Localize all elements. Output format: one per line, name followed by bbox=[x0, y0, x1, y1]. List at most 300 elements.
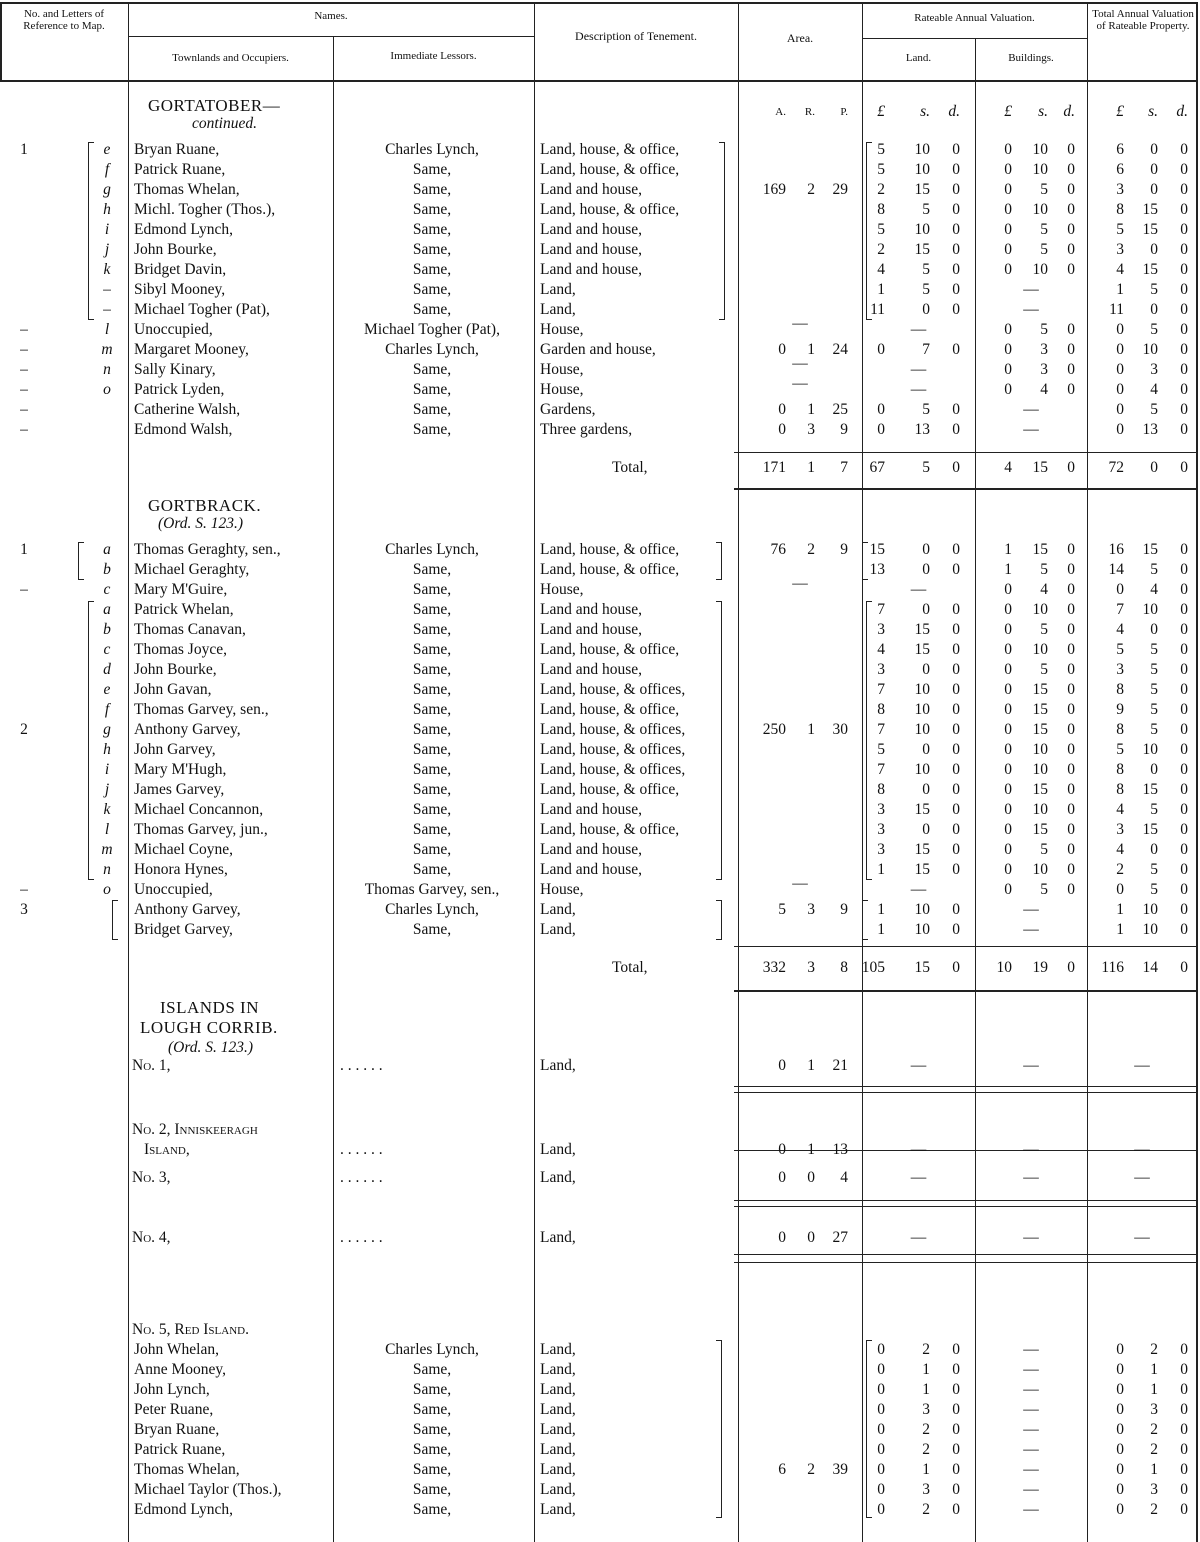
tenement-description: Land, house, & office, bbox=[540, 701, 680, 718]
lessor-name: Same, bbox=[412, 401, 452, 418]
tot-value: 4 bbox=[1116, 801, 1124, 818]
bld-value: 0 bbox=[1067, 381, 1075, 398]
land-value: 0 bbox=[952, 1441, 960, 1458]
tot-value: 15 bbox=[1142, 261, 1158, 278]
bld-value: 0 bbox=[1004, 241, 1012, 258]
land-value: 2 bbox=[877, 241, 885, 258]
bld-value: 0 bbox=[1004, 581, 1012, 598]
land-value: 1 bbox=[877, 281, 885, 298]
land-value: 0 bbox=[952, 721, 960, 738]
occupier-name: Edmond Lynch, bbox=[134, 1501, 234, 1518]
map-letter: l bbox=[104, 821, 110, 838]
land-value: 5 bbox=[922, 201, 930, 218]
section-title: GORTBRACK. bbox=[148, 496, 262, 515]
occupier-name: Thomas Garvey, sen., bbox=[134, 701, 269, 718]
map-letter: l bbox=[104, 321, 110, 338]
land-value: 0 bbox=[952, 301, 960, 318]
top-rule bbox=[0, 2, 1198, 4]
lessor-name: Michael Togher (Pat), bbox=[364, 321, 500, 338]
tot-value: 3 bbox=[1116, 661, 1124, 678]
section-subtitle: continued. bbox=[192, 115, 257, 132]
header-total: Total Annual Valuation of Rateable Property. bbox=[1092, 8, 1194, 32]
tenement-description: Land, house, & offices, bbox=[540, 761, 686, 778]
land-value: 15 bbox=[914, 641, 930, 658]
tot-value: 0 bbox=[1150, 761, 1158, 778]
area-dash: — bbox=[792, 575, 808, 592]
land-dash: — bbox=[910, 1229, 927, 1246]
tot-value: 1 bbox=[1150, 1381, 1158, 1398]
land-value: 8 bbox=[877, 201, 885, 218]
tenement-description: Three gardens, bbox=[540, 421, 633, 438]
tot-value: 0 bbox=[1180, 921, 1188, 938]
map-letter: b bbox=[103, 561, 111, 578]
area-value: 76 bbox=[770, 541, 786, 558]
bld-value: 0 bbox=[1067, 841, 1075, 858]
tot-value: 0 bbox=[1116, 1421, 1124, 1438]
header-rule bbox=[0, 80, 1198, 82]
tenement-description: Land, bbox=[540, 901, 576, 918]
lessor-name: Same, bbox=[412, 681, 452, 698]
bld-dash: — bbox=[1023, 301, 1039, 318]
map-letter: f bbox=[104, 701, 110, 718]
tot-value: 0 bbox=[1116, 421, 1124, 438]
tenement-description: Land, house, & office, bbox=[540, 541, 680, 558]
bld-dash: — bbox=[1023, 1057, 1039, 1074]
leader-dots: . . . . . . bbox=[340, 1169, 383, 1186]
occupier-name: Bridget Garvey, bbox=[134, 921, 233, 938]
land-value: 0 bbox=[952, 401, 960, 418]
land-value: 4 bbox=[877, 261, 885, 278]
bld-value: 0 bbox=[1067, 201, 1075, 218]
occupier-name: Anthony Garvey, bbox=[134, 901, 241, 918]
area-value: 1 bbox=[807, 1141, 815, 1158]
tot-value: 13 bbox=[1142, 421, 1158, 438]
tot-value: 5 bbox=[1150, 681, 1158, 698]
map-letter: h bbox=[103, 741, 111, 758]
land-value: 7 bbox=[877, 761, 885, 778]
land-value: 0 bbox=[952, 959, 960, 976]
tot-value: 0 bbox=[1180, 261, 1188, 278]
tot-value: 0 bbox=[1180, 841, 1188, 858]
land-value: 0 bbox=[952, 901, 960, 918]
tot-value: 1 bbox=[1150, 1361, 1158, 1378]
map-letter: i bbox=[104, 221, 110, 238]
map-letter: n bbox=[103, 361, 111, 378]
land-value: 0 bbox=[952, 1361, 960, 1378]
area-value: 7 bbox=[840, 459, 848, 476]
land-dash: — bbox=[910, 1057, 927, 1074]
bld-value: 15 bbox=[1032, 541, 1048, 558]
bld-value: 0 bbox=[1067, 181, 1075, 198]
occupier-name: Bridget Davin, bbox=[134, 261, 227, 278]
bld-value: 0 bbox=[1004, 261, 1012, 278]
total-rule bbox=[734, 452, 1196, 453]
header-townlands: Townlands and Occupiers. bbox=[172, 52, 289, 64]
occupier-name: Thomas Geraghty, sen., bbox=[134, 541, 281, 558]
buildings-dash: — bbox=[1023, 1501, 1039, 1518]
header-buildings: Buildings. bbox=[1008, 52, 1054, 64]
land-brace bbox=[862, 542, 868, 580]
land-value: 0 bbox=[877, 1381, 885, 1398]
area-value: 5 bbox=[778, 901, 786, 918]
land-value: 67 bbox=[869, 459, 885, 476]
map-number: – bbox=[20, 881, 28, 898]
area-value: 332 bbox=[762, 959, 786, 976]
header-map-ref: No. and Letters of Reference to Map. bbox=[23, 8, 105, 32]
bld-value: 0 bbox=[1004, 161, 1012, 178]
bld-value: 4 bbox=[1040, 381, 1048, 398]
area-value: 9 bbox=[840, 541, 848, 558]
map-letter: c bbox=[103, 581, 111, 598]
tot-value: 0 bbox=[1180, 459, 1188, 476]
occupier-name: Michael Togher (Pat), bbox=[134, 301, 270, 318]
tot-value: 5 bbox=[1150, 401, 1158, 418]
bld-value: 4 bbox=[1040, 581, 1048, 598]
lessor-name: Same, bbox=[412, 781, 452, 798]
land-brace bbox=[862, 900, 868, 940]
bld-value: 3 bbox=[1040, 361, 1048, 378]
bld-value: 0 bbox=[1067, 261, 1075, 278]
occupier-name: Catherine Walsh, bbox=[134, 401, 241, 418]
tenement-description: Land, bbox=[540, 921, 576, 938]
area-value: 8 bbox=[840, 959, 848, 976]
occupier-name: Anthony Garvey, bbox=[134, 721, 241, 738]
reference-brace bbox=[88, 601, 94, 880]
tot-value: 10 bbox=[1142, 921, 1158, 938]
occupier-name: John Gavan, bbox=[134, 681, 212, 698]
occupier-name: Sally Kinary, bbox=[134, 361, 216, 378]
tot-value: 0 bbox=[1180, 421, 1188, 438]
buildings-dash: — bbox=[1023, 1481, 1039, 1498]
occupier-name: Edmond Lynch, bbox=[134, 221, 234, 238]
area-value: 0 bbox=[807, 1229, 815, 1246]
tot-value: 0 bbox=[1116, 1381, 1124, 1398]
land-value: 0 bbox=[952, 701, 960, 718]
bld-value: 0 bbox=[1067, 641, 1075, 658]
column-rule bbox=[534, 2, 535, 1542]
bld-value: 5 bbox=[1040, 321, 1048, 338]
lessor-name: Same, bbox=[412, 161, 452, 178]
tot-value: 6 bbox=[1116, 161, 1124, 178]
bld-value: 0 bbox=[1004, 681, 1012, 698]
bld-value: 1 bbox=[1004, 541, 1012, 558]
map-letter: f bbox=[104, 161, 110, 178]
bld-value: 3 bbox=[1040, 341, 1048, 358]
buildings-dash: — bbox=[1023, 1361, 1039, 1378]
island-name: No. 5, Red Island. bbox=[132, 1321, 249, 1338]
tot-value: 0 bbox=[1116, 1361, 1124, 1378]
lessor-name: Same, bbox=[412, 801, 452, 818]
land-value: 10 bbox=[914, 721, 930, 738]
tot-dash: — bbox=[1134, 1057, 1150, 1074]
map-letter: a bbox=[103, 541, 111, 558]
land-value: 0 bbox=[952, 621, 960, 638]
tenement-description: Land, house, & offices, bbox=[540, 721, 686, 738]
tot-value: 5 bbox=[1150, 801, 1158, 818]
tot-value: 0 bbox=[1180, 741, 1188, 758]
tot-value: 0 bbox=[1180, 301, 1188, 318]
bld-dash: — bbox=[1023, 401, 1039, 418]
area-value: 0 bbox=[778, 1229, 786, 1246]
map-letter: k bbox=[103, 261, 111, 278]
map-number: – bbox=[20, 361, 28, 378]
description-brace bbox=[719, 142, 725, 320]
bld-value: 0 bbox=[1004, 221, 1012, 238]
tenement-description: Land, house, & offices, bbox=[540, 681, 686, 698]
bld-value: 0 bbox=[1067, 821, 1075, 838]
land-value: 7 bbox=[877, 681, 885, 698]
lessor-name: Same, bbox=[412, 301, 452, 318]
tot-value: 0 bbox=[1116, 321, 1124, 338]
lessor-name: Same, bbox=[412, 261, 452, 278]
lessor-name: Same, bbox=[412, 641, 452, 658]
tenement-description: Land and house, bbox=[540, 181, 643, 198]
tot-value: 0 bbox=[1116, 1461, 1124, 1478]
tot-value: 1 bbox=[1116, 901, 1124, 918]
unit-bld-d: d. bbox=[1063, 103, 1075, 120]
tenement-description: Land, bbox=[540, 1361, 576, 1378]
land-value: 0 bbox=[952, 741, 960, 758]
land-value: 11 bbox=[870, 301, 885, 318]
lessor-name: Same, bbox=[412, 921, 452, 938]
bld-value: 5 bbox=[1040, 181, 1048, 198]
land-value: 10 bbox=[914, 901, 930, 918]
area-value: 21 bbox=[832, 1057, 848, 1074]
occupier-name: John Lynch, bbox=[134, 1381, 210, 1398]
land-value: 10 bbox=[914, 221, 930, 238]
tot-value: 0 bbox=[1150, 161, 1158, 178]
leader-dots: . . . . . . bbox=[340, 1141, 383, 1158]
bld-value: 0 bbox=[1067, 221, 1075, 238]
tot-value: 4 bbox=[1116, 261, 1124, 278]
lessor-name: Same, bbox=[412, 1441, 452, 1458]
tenement-description: Land, bbox=[540, 1481, 576, 1498]
tot-value: 14 bbox=[1108, 561, 1124, 578]
bld-value: 0 bbox=[1004, 181, 1012, 198]
land-value: 0 bbox=[922, 661, 930, 678]
reference-brace bbox=[88, 142, 94, 320]
lessor-name: Same, bbox=[412, 1421, 452, 1438]
tot-value: 5 bbox=[1150, 281, 1158, 298]
lessor-name: Charles Lynch, bbox=[385, 1341, 479, 1358]
buildings-dash: — bbox=[1023, 1441, 1039, 1458]
tot-value: 2 bbox=[1150, 1501, 1158, 1518]
land-value: 15 bbox=[914, 959, 930, 976]
lessor-name: Same, bbox=[412, 421, 452, 438]
area-value: 0 bbox=[778, 421, 786, 438]
description-brace bbox=[716, 542, 722, 580]
land-value: 0 bbox=[952, 561, 960, 578]
island-name: Island, bbox=[144, 1141, 190, 1158]
map-letter: g bbox=[103, 721, 111, 738]
land-value: 2 bbox=[922, 1341, 930, 1358]
land-value: 0 bbox=[952, 1421, 960, 1438]
occupier-name: Patrick Ruane, bbox=[134, 161, 226, 178]
occupier-name: Peter Ruane, bbox=[134, 1401, 214, 1418]
bld-value: 15 bbox=[1032, 681, 1048, 698]
bld-value: 10 bbox=[1032, 261, 1048, 278]
map-letter: k bbox=[103, 801, 111, 818]
land-value: 0 bbox=[952, 459, 960, 476]
lessor-name: Same, bbox=[412, 241, 452, 258]
land-value: 0 bbox=[877, 1341, 885, 1358]
unit-tot-s: s. bbox=[1148, 103, 1158, 120]
occupier-name: Bryan Ruane, bbox=[134, 1421, 220, 1438]
land-brace bbox=[866, 142, 872, 320]
area-value: 3 bbox=[807, 901, 815, 918]
tot-value: 0 bbox=[1150, 141, 1158, 158]
tenement-description: Land and house, bbox=[540, 661, 643, 678]
bld-value: 0 bbox=[1004, 601, 1012, 618]
area-value: 24 bbox=[832, 341, 848, 358]
land-value: 5 bbox=[877, 141, 885, 158]
tot-value: 0 bbox=[1116, 1501, 1124, 1518]
lessor-name: Same, bbox=[412, 1401, 452, 1418]
bld-value: 0 bbox=[1067, 681, 1075, 698]
land-value: 0 bbox=[952, 161, 960, 178]
area-value: 6 bbox=[778, 1461, 786, 1478]
land-value: 5 bbox=[877, 161, 885, 178]
reference-brace bbox=[78, 542, 84, 580]
lessor-name: Same, bbox=[412, 861, 452, 878]
bld-value: 0 bbox=[1004, 801, 1012, 818]
tot-value: 0 bbox=[1116, 1441, 1124, 1458]
bld-value: 0 bbox=[1004, 861, 1012, 878]
tenement-description: Land, bbox=[540, 1141, 576, 1158]
tot-value: 0 bbox=[1180, 681, 1188, 698]
map-letter: c bbox=[103, 641, 111, 658]
tot-value: 5 bbox=[1150, 701, 1158, 718]
tot-value: 0 bbox=[1180, 959, 1188, 976]
bld-value: 0 bbox=[1067, 741, 1075, 758]
tot-value: 0 bbox=[1116, 881, 1124, 898]
map-letter: e bbox=[103, 681, 111, 698]
bld-value: 0 bbox=[1067, 581, 1075, 598]
land-value: 0 bbox=[877, 421, 885, 438]
area-dash: — bbox=[792, 875, 808, 892]
island-rule bbox=[734, 1206, 1196, 1207]
area-value: 250 bbox=[762, 721, 786, 738]
lessor-name: Same, bbox=[412, 361, 452, 378]
lessor-name: Same, bbox=[412, 701, 452, 718]
names-subrule bbox=[128, 36, 534, 37]
tot-value: 0 bbox=[1180, 1441, 1188, 1458]
bld-value: 0 bbox=[1067, 561, 1075, 578]
occupier-name: Margaret Mooney, bbox=[134, 341, 249, 358]
unit-tot-pound: £ bbox=[1116, 103, 1124, 120]
lessor-name: Same, bbox=[412, 281, 452, 298]
map-letter: o bbox=[103, 881, 111, 898]
lessor-name: Same, bbox=[412, 1501, 452, 1518]
bld-value: 10 bbox=[1032, 601, 1048, 618]
tot-value: 3 bbox=[1150, 1401, 1158, 1418]
land-value: 0 bbox=[877, 401, 885, 418]
tot-value: 3 bbox=[1150, 1481, 1158, 1498]
tenement-description: Land, bbox=[540, 1057, 576, 1074]
tot-value: 4 bbox=[1116, 621, 1124, 638]
land-value: 2 bbox=[922, 1501, 930, 1518]
tot-value: 5 bbox=[1150, 721, 1158, 738]
land-dash: — bbox=[910, 881, 927, 898]
land-value: 0 bbox=[922, 561, 930, 578]
land-value: 1 bbox=[922, 1381, 930, 1398]
tot-value: 0 bbox=[1180, 1381, 1188, 1398]
land-value: 0 bbox=[952, 601, 960, 618]
map-letter: j bbox=[104, 241, 110, 258]
tenement-description: Land, bbox=[540, 1421, 576, 1438]
tot-value: 0 bbox=[1180, 561, 1188, 578]
bld-value: 10 bbox=[1032, 141, 1048, 158]
land-value: 3 bbox=[877, 821, 885, 838]
tot-value: 9 bbox=[1116, 701, 1124, 718]
map-number: 2 bbox=[20, 721, 28, 738]
tenement-description: Land, bbox=[540, 301, 576, 318]
land-value: 15 bbox=[914, 241, 930, 258]
lessor-name: Thomas Garvey, sen., bbox=[364, 881, 500, 898]
map-letter: g bbox=[103, 181, 111, 198]
land-value: 0 bbox=[922, 781, 930, 798]
land-value: 0 bbox=[877, 1461, 885, 1478]
area-value: 29 bbox=[832, 181, 848, 198]
land-value: 2 bbox=[922, 1441, 930, 1458]
land-value: 3 bbox=[877, 621, 885, 638]
tot-value: 5 bbox=[1150, 321, 1158, 338]
land-value: 13 bbox=[914, 421, 930, 438]
area-value: 2 bbox=[807, 541, 815, 558]
tot-value: 0 bbox=[1180, 361, 1188, 378]
tot-value: 0 bbox=[1180, 161, 1188, 178]
islands-subtitle: (Ord. S. 123.) bbox=[168, 1039, 254, 1056]
land-value: 5 bbox=[922, 281, 930, 298]
bld-value: 0 bbox=[1067, 781, 1075, 798]
bld-value: 5 bbox=[1040, 561, 1048, 578]
tot-value: 5 bbox=[1150, 661, 1158, 678]
tot-value: 2 bbox=[1150, 1421, 1158, 1438]
land-value: 0 bbox=[922, 301, 930, 318]
bld-value: 0 bbox=[1067, 861, 1075, 878]
tenement-description: Land, bbox=[540, 1441, 576, 1458]
island-rule bbox=[734, 1262, 1196, 1263]
area-value: 9 bbox=[840, 901, 848, 918]
map-number: 3 bbox=[20, 901, 28, 918]
area-value: 169 bbox=[762, 181, 786, 198]
bld-value: 0 bbox=[1067, 801, 1075, 818]
island-name: No. 2, Inniskeeragh bbox=[132, 1121, 258, 1138]
lessor-name: Same, bbox=[412, 1381, 452, 1398]
tenement-description: Land and house, bbox=[540, 261, 643, 278]
tot-value: 0 bbox=[1180, 761, 1188, 778]
land-dash: — bbox=[910, 581, 927, 598]
bld-value: 15 bbox=[1032, 721, 1048, 738]
bld-value: 0 bbox=[1004, 361, 1012, 378]
bld-dash: — bbox=[1023, 901, 1039, 918]
bld-value: 19 bbox=[1032, 959, 1048, 976]
tot-value: 0 bbox=[1180, 201, 1188, 218]
occupier-name: Mary M'Hugh, bbox=[134, 761, 227, 778]
tot-value: 10 bbox=[1142, 741, 1158, 758]
map-number: – bbox=[20, 341, 28, 358]
land-value: 8 bbox=[877, 701, 885, 718]
bld-dash: — bbox=[1023, 421, 1039, 438]
land-value: 15 bbox=[914, 841, 930, 858]
land-value: 0 bbox=[952, 201, 960, 218]
buildings-dash: — bbox=[1023, 1381, 1039, 1398]
tenement-description: Gardens, bbox=[540, 401, 596, 418]
unit-bld-s: s. bbox=[1038, 103, 1048, 120]
lessor-name: Same, bbox=[412, 841, 452, 858]
area-value: 0 bbox=[807, 1169, 815, 1186]
tot-value: 0 bbox=[1150, 301, 1158, 318]
